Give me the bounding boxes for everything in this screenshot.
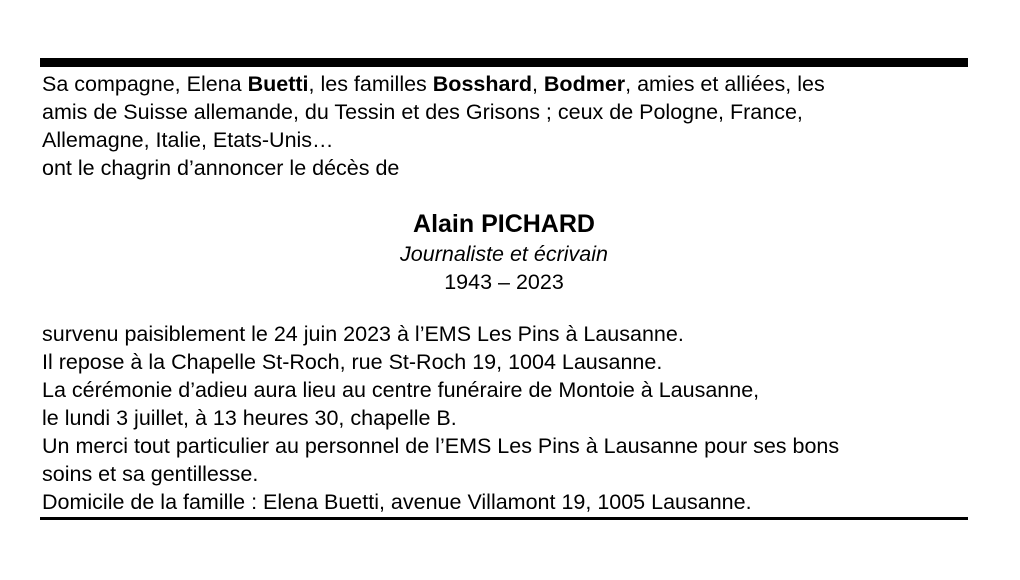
details-line-3: La cérémonie d’adieu aura lieu au centre funéraire de Montoie à Lausanne, — [42, 378, 760, 402]
death-notice — [40, 58, 968, 520]
intro-line-2: amis de Suisse allemande, du Tessin et des Grisons ; ceux de Pologne, France, — [42, 100, 803, 124]
details-line-4: le lundi 3 juillet, à 13 heures 30, chapelle B. — [42, 406, 457, 430]
details-line-6: soins et sa gentillesse. — [42, 462, 259, 486]
details-line-5: Un merci tout particulier au personnel de l’EMS Les Pins à Lausanne pour ses bons — [42, 434, 840, 458]
intro-text-4: , amies et alliées, les — [625, 72, 825, 96]
family-bosshard: Bosshard — [432, 72, 532, 96]
intro-line-3: Allemagne, Italie, Etats-Unis… — [42, 128, 334, 152]
intro-line-4: ont le chagrin d’annoncer le décès de — [42, 156, 400, 180]
notice-details — [42, 320, 839, 516]
surname-buetti: Buetti — [247, 72, 309, 96]
intro-text-3: , — [531, 72, 544, 96]
deceased-name: Alain PICHARD — [413, 210, 595, 238]
details-line-1: survenu paisiblement le 24 juin 2023 à l’EMS Les Pins à Lausanne. — [42, 322, 684, 346]
family-bodmer: Bodmer — [543, 72, 626, 96]
deceased-years: 1943 – 2023 — [444, 270, 564, 294]
details-line-2: Il repose à la Chapelle St-Roch, rue St-Roch 19, 1004 Lausanne. — [42, 350, 663, 374]
bottom-border-rule — [40, 517, 968, 520]
intro-text-2: , les familles — [308, 72, 433, 96]
intro-line-1 — [42, 70, 825, 98]
deceased-profession: Journaliste et écrivain — [400, 242, 608, 266]
announcement-intro — [42, 70, 825, 182]
intro-text-1: Sa compagne, Elena — [42, 72, 248, 96]
top-border-rule — [40, 58, 968, 67]
details-line-7: Domicile de la famille : Elena Buetti, avenue Villamont 19, 1005 Lausanne. — [42, 490, 752, 514]
